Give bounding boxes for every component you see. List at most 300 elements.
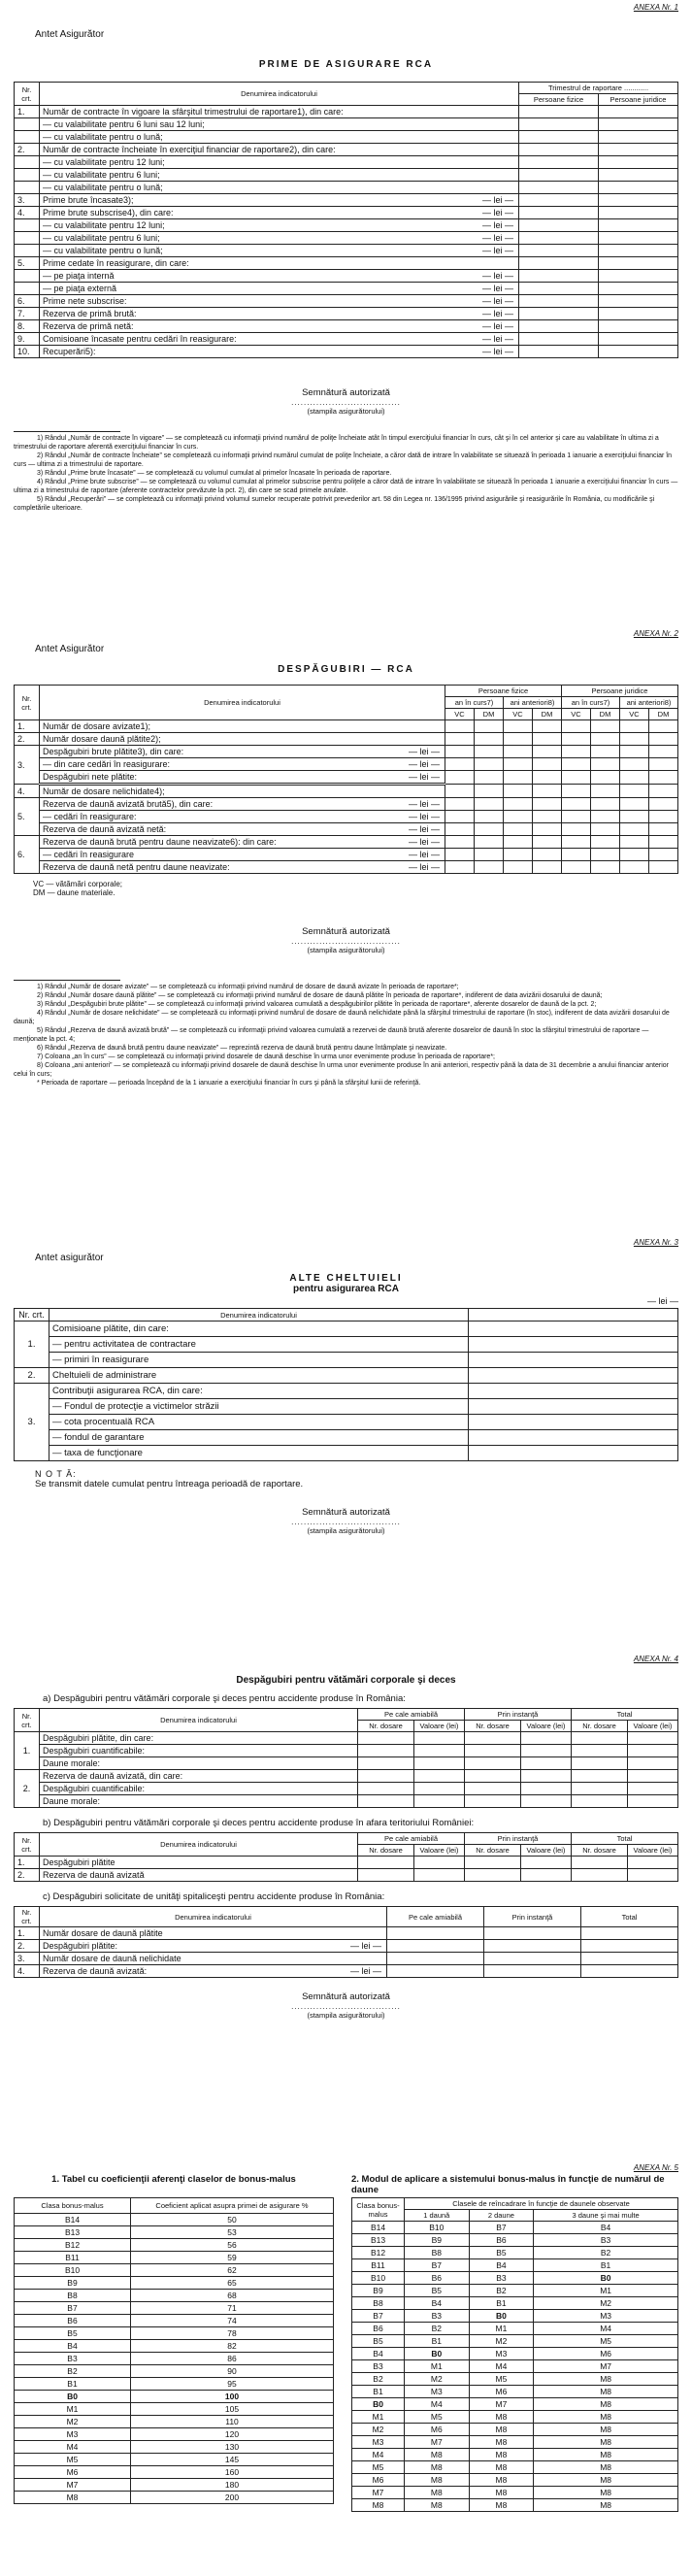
- value-cell[interactable]: [414, 1732, 465, 1745]
- value-cell[interactable]: [358, 1757, 414, 1770]
- value-cell[interactable]: [445, 836, 475, 849]
- col-nr-dosare: Nr. dosare: [358, 1721, 414, 1732]
- value-cell[interactable]: [620, 720, 649, 733]
- table-row: [15, 1732, 678, 1745]
- value-cell[interactable]: [519, 232, 599, 245]
- class-cell: B12: [15, 2239, 131, 2252]
- row-label: Contribuţii asigurarea RCA, din care:: [49, 1384, 469, 1399]
- footnote-divider: [14, 980, 120, 981]
- value-cell[interactable]: [562, 758, 591, 771]
- value-cell[interactable]: [445, 785, 475, 798]
- insurer-header: Antet asigurător: [35, 1253, 104, 1263]
- value-cell[interactable]: [620, 733, 649, 746]
- value-cell[interactable]: [519, 320, 599, 333]
- class-cell: B0: [15, 2391, 131, 2403]
- value-cell[interactable]: [475, 771, 504, 785]
- value-cell[interactable]: [599, 245, 678, 257]
- value-cell[interactable]: [591, 811, 620, 823]
- value-cell[interactable]: [445, 849, 475, 861]
- unit-lei: — lei —: [408, 759, 440, 769]
- value-cell[interactable]: [572, 1770, 628, 1783]
- value-cell[interactable]: [628, 1857, 678, 1869]
- value-cell[interactable]: [521, 1732, 572, 1745]
- value-cell[interactable]: [572, 1745, 628, 1757]
- value-cell[interactable]: [620, 836, 649, 849]
- value-cell[interactable]: [445, 823, 475, 836]
- value-cell[interactable]: [533, 720, 562, 733]
- value-cell[interactable]: [649, 785, 678, 798]
- value-cell[interactable]: [572, 1869, 628, 1882]
- value-cell[interactable]: [465, 1857, 521, 1869]
- value-cell[interactable]: [591, 836, 620, 849]
- value-cell[interactable]: [519, 283, 599, 295]
- value-cell[interactable]: [591, 785, 620, 798]
- table-row: [15, 2353, 334, 2365]
- value-cell[interactable]: [599, 131, 678, 144]
- value-cell[interactable]: [484, 1953, 581, 1965]
- value-cell[interactable]: [533, 836, 562, 849]
- value-cell[interactable]: [519, 182, 599, 194]
- value-cell[interactable]: [469, 1321, 678, 1337]
- anexa-3: [14, 1238, 678, 1535]
- value-cell[interactable]: [599, 182, 678, 194]
- value-cell[interactable]: [504, 720, 533, 733]
- value-cell[interactable]: [358, 1795, 414, 1808]
- value-cell[interactable]: [572, 1795, 628, 1808]
- col-2-daune: 2 daune: [469, 2210, 534, 2222]
- col-valoare: Valoare (lei): [521, 1721, 572, 1732]
- table-row: [15, 1927, 678, 1940]
- value-cell[interactable]: [445, 811, 475, 823]
- value-cell[interactable]: [591, 758, 620, 771]
- value-cell[interactable]: [358, 1770, 414, 1783]
- value-cell[interactable]: [519, 207, 599, 219]
- value-cell[interactable]: [562, 823, 591, 836]
- value-cell[interactable]: [533, 798, 562, 811]
- row-label: Comisioane plătite, din care:: [49, 1321, 469, 1337]
- reclass-cell: M5: [469, 2373, 534, 2386]
- value-cell[interactable]: [562, 861, 591, 874]
- value-cell[interactable]: [465, 1869, 521, 1882]
- value-cell[interactable]: [599, 144, 678, 156]
- value-cell[interactable]: [469, 1430, 678, 1446]
- row-label-cell: [40, 1927, 387, 1940]
- reclass-cell: B4: [534, 2222, 678, 2234]
- value-cell[interactable]: [445, 798, 475, 811]
- footnote: 1) Rândul „Număr de contracte în vigoare” — se completează cu informaţii privind numărul de poliţe încheiate atât în timpul exerciţiului financiar în curs, cât şi în cel anterior şi care au valabilitate în ultima zi a trimestrului de raportare aferentă exerciţiului financiar în curs.: [14, 435, 659, 451]
- value-cell[interactable]: [599, 194, 678, 207]
- reclass-cell: B2: [469, 2285, 534, 2297]
- row-label: — cu valabilitate pentru o lună;: [43, 183, 163, 192]
- reclass-cell: M3: [469, 2348, 534, 2360]
- value-cell[interactable]: [414, 1783, 465, 1795]
- value-cell[interactable]: [533, 811, 562, 823]
- value-cell[interactable]: [475, 811, 504, 823]
- value-cell[interactable]: [591, 746, 620, 758]
- value-cell[interactable]: [649, 849, 678, 861]
- value-cell[interactable]: [562, 720, 591, 733]
- class-cell: B6: [352, 2323, 405, 2335]
- footnotes: [14, 434, 678, 513]
- value-cell[interactable]: [414, 1857, 465, 1869]
- value-cell[interactable]: [519, 295, 599, 308]
- value-cell[interactable]: [414, 1795, 465, 1808]
- section-a-title: a) Despăgubiri pentru vătămări corporale şi deces pentru accidente produse în România:: [43, 1693, 406, 1704]
- value-cell[interactable]: [519, 106, 599, 118]
- value-cell[interactable]: [562, 849, 591, 861]
- value-cell[interactable]: [475, 720, 504, 733]
- value-cell[interactable]: [599, 118, 678, 131]
- value-cell[interactable]: [591, 733, 620, 746]
- value-cell[interactable]: [628, 1757, 678, 1770]
- value-cell[interactable]: [562, 811, 591, 823]
- value-cell[interactable]: [521, 1857, 572, 1869]
- reclass-cell: B1: [405, 2335, 470, 2348]
- rules-table: [351, 2197, 678, 2512]
- reclass-cell: B5: [469, 2247, 534, 2259]
- value-cell[interactable]: [628, 1783, 678, 1795]
- reclass-cell: M8: [405, 2487, 470, 2499]
- value-cell[interactable]: [581, 1965, 678, 1978]
- value-cell[interactable]: [572, 1757, 628, 1770]
- footnote: 5) Rândul „Rezerva de daună avizată brută” — se completează cu informaţii privind valoarea cumulată a rezervei de daună brută aferente dosarelor de daună în stoc la sfârşitul trimestrului de raportare — menţionate la pct. 4;: [14, 1027, 649, 1043]
- value-cell[interactable]: [445, 746, 475, 758]
- row-number: [15, 156, 40, 169]
- value-cell[interactable]: [465, 1745, 521, 1757]
- value-cell[interactable]: [599, 169, 678, 182]
- value-cell[interactable]: [599, 320, 678, 333]
- value-cell[interactable]: [533, 823, 562, 836]
- value-cell[interactable]: [445, 861, 475, 874]
- value-cell[interactable]: [599, 346, 678, 358]
- row-label-cell: [40, 270, 519, 283]
- value-cell[interactable]: [519, 245, 599, 257]
- value-cell[interactable]: [628, 1770, 678, 1783]
- value-cell[interactable]: [620, 785, 649, 798]
- value-cell[interactable]: [628, 1869, 678, 1882]
- value-cell[interactable]: [387, 1965, 484, 1978]
- row-number: [15, 118, 40, 131]
- value-cell[interactable]: [572, 1783, 628, 1795]
- value-cell[interactable]: [519, 169, 599, 182]
- value-cell[interactable]: [521, 1745, 572, 1757]
- reclass-cell: B0: [534, 2272, 678, 2285]
- value-cell[interactable]: [591, 849, 620, 861]
- anexa-2: [14, 629, 678, 1087]
- reclass-cell: M7: [534, 2360, 678, 2373]
- value-cell[interactable]: [519, 333, 599, 346]
- value-cell[interactable]: [504, 836, 533, 849]
- table-row: [352, 2398, 678, 2411]
- value-cell[interactable]: [533, 733, 562, 746]
- value-cell[interactable]: [599, 106, 678, 118]
- value-cell[interactable]: [519, 131, 599, 144]
- value-cell[interactable]: [475, 836, 504, 849]
- value-cell[interactable]: [591, 861, 620, 874]
- row-label: — cu valabilitate pentru o lună;: [43, 132, 163, 142]
- col-valoare: Valoare (lei): [628, 1721, 678, 1732]
- value-cell[interactable]: [519, 270, 599, 283]
- row-number: 3.: [15, 1384, 49, 1461]
- value-cell[interactable]: [484, 1940, 581, 1953]
- value-cell[interactable]: [465, 1732, 521, 1745]
- value-cell[interactable]: [484, 1927, 581, 1940]
- value-cell[interactable]: [533, 861, 562, 874]
- value-cell[interactable]: [519, 308, 599, 320]
- value-cell[interactable]: [504, 861, 533, 874]
- value-cell[interactable]: [521, 1869, 572, 1882]
- coef-cell: 71: [131, 2302, 334, 2315]
- row-label: Cheltuieli de administrare: [49, 1368, 469, 1384]
- value-cell[interactable]: [358, 1732, 414, 1745]
- table-row: [15, 207, 678, 219]
- unit-lei: — lei —: [481, 347, 513, 356]
- reclass-cell: M8: [405, 2474, 470, 2487]
- value-cell[interactable]: [465, 1783, 521, 1795]
- value-cell[interactable]: [599, 283, 678, 295]
- value-cell[interactable]: [620, 758, 649, 771]
- value-cell[interactable]: [620, 771, 649, 785]
- value-cell[interactable]: [599, 308, 678, 320]
- value-cell[interactable]: [519, 118, 599, 131]
- value-cell[interactable]: [445, 771, 475, 785]
- reclass-cell: M8: [405, 2499, 470, 2512]
- col-reincadrare: Clasele de reîncadrare în funcţie de daunele observate: [405, 2198, 678, 2210]
- value-cell[interactable]: [649, 733, 678, 746]
- row-label: — cedări în reasigurare:: [43, 812, 137, 821]
- value-cell[interactable]: [475, 785, 504, 798]
- value-cell[interactable]: [475, 733, 504, 746]
- value-cell[interactable]: [562, 771, 591, 785]
- value-cell[interactable]: [519, 194, 599, 207]
- value-cell[interactable]: [469, 1384, 678, 1399]
- value-cell[interactable]: [519, 346, 599, 358]
- value-cell[interactable]: [504, 785, 533, 798]
- value-cell[interactable]: [620, 798, 649, 811]
- col-vc: VC: [620, 709, 649, 720]
- value-cell[interactable]: [649, 720, 678, 733]
- reclass-cell: M1: [469, 2323, 534, 2335]
- value-cell[interactable]: [581, 1953, 678, 1965]
- class-cell: M5: [15, 2454, 131, 2466]
- value-cell[interactable]: [519, 219, 599, 232]
- col-valoare: Valoare (lei): [521, 1845, 572, 1857]
- value-cell[interactable]: [504, 811, 533, 823]
- value-cell[interactable]: [572, 1732, 628, 1745]
- table-row: [352, 2360, 678, 2373]
- signature-label: Semnătură autorizată: [302, 926, 390, 937]
- value-cell[interactable]: [581, 1927, 678, 1940]
- row-label-cell: [40, 861, 445, 874]
- row-label: — cu valabilitate pentru 12 luni;: [43, 220, 165, 230]
- value-cell[interactable]: [504, 746, 533, 758]
- value-cell[interactable]: [533, 758, 562, 771]
- value-cell[interactable]: [620, 849, 649, 861]
- value-cell[interactable]: [358, 1745, 414, 1757]
- col-valoare: [469, 1309, 678, 1321]
- table-row: [15, 785, 678, 798]
- value-cell[interactable]: [387, 1940, 484, 1953]
- value-cell[interactable]: [414, 1757, 465, 1770]
- value-cell[interactable]: [649, 836, 678, 849]
- value-cell[interactable]: [504, 771, 533, 785]
- table-row: [15, 346, 678, 358]
- class-cell: M2: [15, 2416, 131, 2428]
- value-cell[interactable]: [649, 823, 678, 836]
- value-cell[interactable]: [484, 1965, 581, 1978]
- row-label: Număr de dosare nelichidate4);: [43, 786, 165, 796]
- value-cell[interactable]: [414, 1770, 465, 1783]
- value-cell[interactable]: [469, 1353, 678, 1368]
- value-cell[interactable]: [504, 849, 533, 861]
- value-cell[interactable]: [414, 1745, 465, 1757]
- value-cell[interactable]: [521, 1757, 572, 1770]
- reclass-cell: M8: [534, 2449, 678, 2461]
- table-row: [15, 257, 678, 270]
- row-number: 1.: [15, 106, 40, 118]
- value-cell[interactable]: [469, 1337, 678, 1353]
- value-cell[interactable]: [504, 823, 533, 836]
- row-label-cell: [40, 144, 519, 156]
- coef-cell: 74: [131, 2315, 334, 2327]
- value-cell[interactable]: [591, 771, 620, 785]
- value-cell[interactable]: [628, 1732, 678, 1745]
- value-cell[interactable]: [599, 333, 678, 346]
- value-cell[interactable]: [469, 1415, 678, 1430]
- coef-cell: 110: [131, 2416, 334, 2428]
- value-cell[interactable]: [581, 1940, 678, 1953]
- value-cell[interactable]: [562, 836, 591, 849]
- value-cell[interactable]: [521, 1795, 572, 1808]
- value-cell[interactable]: [504, 758, 533, 771]
- value-cell[interactable]: [562, 785, 591, 798]
- value-cell[interactable]: [533, 771, 562, 785]
- reclass-cell: M4: [405, 2398, 470, 2411]
- col-clasa: Clasa bonus-malus: [352, 2198, 405, 2222]
- value-cell[interactable]: [358, 1869, 414, 1882]
- row-label: — fondul de garantare: [49, 1430, 469, 1446]
- value-cell[interactable]: [475, 746, 504, 758]
- row-label-cell: [40, 733, 445, 746]
- value-cell[interactable]: [475, 849, 504, 861]
- value-cell[interactable]: [358, 1857, 414, 1869]
- reclass-cell: M6: [469, 2386, 534, 2398]
- reclass-cell: M8: [469, 2436, 534, 2449]
- value-cell[interactable]: [445, 720, 475, 733]
- value-cell[interactable]: [387, 1927, 484, 1940]
- value-cell[interactable]: [649, 771, 678, 785]
- value-cell[interactable]: [591, 823, 620, 836]
- value-cell[interactable]: [649, 746, 678, 758]
- row-label-cell: [40, 106, 519, 118]
- value-cell[interactable]: [649, 861, 678, 874]
- value-cell[interactable]: [475, 758, 504, 771]
- table-row: [15, 169, 678, 182]
- value-cell[interactable]: [562, 746, 591, 758]
- class-cell: B2: [15, 2365, 131, 2378]
- value-cell[interactable]: [599, 270, 678, 283]
- value-cell[interactable]: [649, 798, 678, 811]
- row-label-cell: [40, 232, 519, 245]
- value-cell[interactable]: [620, 823, 649, 836]
- value-cell[interactable]: [504, 798, 533, 811]
- value-cell[interactable]: [445, 758, 475, 771]
- value-cell[interactable]: [599, 207, 678, 219]
- value-cell[interactable]: [562, 733, 591, 746]
- value-cell[interactable]: [599, 232, 678, 245]
- table-row: [15, 118, 678, 131]
- value-cell[interactable]: [519, 156, 599, 169]
- value-cell[interactable]: [504, 733, 533, 746]
- value-cell[interactable]: [469, 1368, 678, 1384]
- value-cell[interactable]: [591, 720, 620, 733]
- anexa-1-label: ANEXA Nr. 1: [633, 3, 678, 12]
- col-total: Total: [581, 1907, 678, 1927]
- value-cell[interactable]: [599, 219, 678, 232]
- value-cell[interactable]: [475, 798, 504, 811]
- value-cell[interactable]: [521, 1783, 572, 1795]
- value-cell[interactable]: [358, 1783, 414, 1795]
- value-cell[interactable]: [533, 849, 562, 861]
- value-cell[interactable]: [465, 1757, 521, 1770]
- reclass-cell: M8: [469, 2424, 534, 2436]
- table-row: [15, 849, 678, 861]
- value-cell[interactable]: [649, 758, 678, 771]
- value-cell[interactable]: [519, 257, 599, 270]
- col-instanta: Prin instanţă: [465, 1833, 572, 1845]
- col-1-dauna: 1 daună: [405, 2210, 470, 2222]
- value-cell[interactable]: [628, 1745, 678, 1757]
- value-cell[interactable]: [475, 861, 504, 874]
- row-number: 4.: [15, 207, 40, 219]
- value-cell[interactable]: [469, 1446, 678, 1461]
- value-cell[interactable]: [533, 746, 562, 758]
- reclass-cell: M3: [405, 2386, 470, 2398]
- footnote: 8) Coloana „ani anteriori” — se completează cu informaţii privind dosarele de daună deschise în urma unor evenimente produse în anii anteriori, respectiv până la data de 31 decembrie a anului financiar anterior celui în curs;: [14, 1062, 669, 1078]
- value-cell[interactable]: [465, 1795, 521, 1808]
- value-cell[interactable]: [620, 746, 649, 758]
- value-cell[interactable]: [519, 144, 599, 156]
- unit-lei: — lei —: [481, 195, 513, 205]
- value-cell[interactable]: [620, 861, 649, 874]
- value-cell[interactable]: [469, 1399, 678, 1415]
- value-cell[interactable]: [599, 295, 678, 308]
- footnote: 7) Coloana „an în curs” — se completează cu informaţii privind dosarele de daună deschise în urma unor evenimente produse în perioada de raportare*;: [37, 1054, 495, 1060]
- table-row: [15, 1321, 678, 1337]
- value-cell[interactable]: [599, 257, 678, 270]
- value-cell[interactable]: [562, 798, 591, 811]
- value-cell[interactable]: [465, 1770, 521, 1783]
- table-row: [15, 232, 678, 245]
- value-cell[interactable]: [620, 811, 649, 823]
- value-cell[interactable]: [591, 798, 620, 811]
- value-cell[interactable]: [414, 1869, 465, 1882]
- value-cell[interactable]: [572, 1857, 628, 1869]
- value-cell[interactable]: [475, 823, 504, 836]
- value-cell[interactable]: [599, 156, 678, 169]
- class-cell: M6: [15, 2466, 131, 2479]
- table-row: [15, 2290, 334, 2302]
- footnotes: [14, 983, 678, 1087]
- value-cell[interactable]: [521, 1770, 572, 1783]
- table-row: [352, 2411, 678, 2424]
- value-cell[interactable]: [445, 733, 475, 746]
- row-number: 7.: [15, 308, 40, 320]
- value-cell[interactable]: [649, 811, 678, 823]
- value-cell[interactable]: [533, 785, 562, 798]
- value-cell[interactable]: [387, 1953, 484, 1965]
- value-cell[interactable]: [628, 1795, 678, 1808]
